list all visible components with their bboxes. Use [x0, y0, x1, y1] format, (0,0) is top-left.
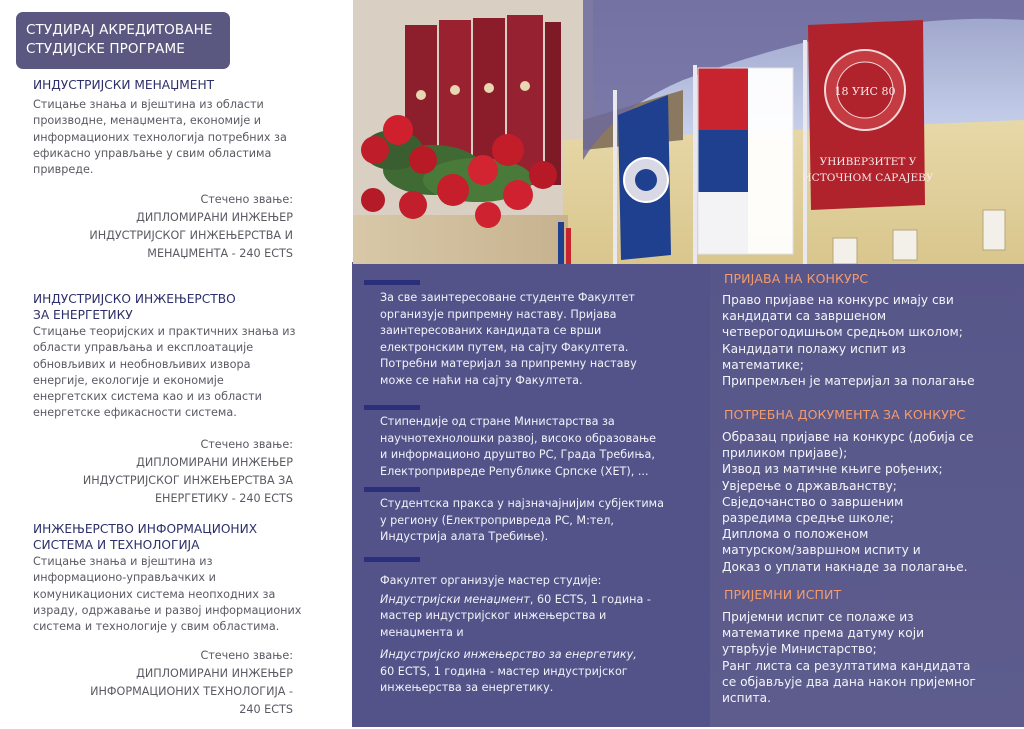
entrance-exam-text	[722, 609, 1012, 706]
desc-line: производне, менаџмента, економије и	[33, 114, 262, 128]
text-line: Кандидати полажу испит из	[722, 341, 906, 356]
italic-program-name: Индустријски менаџмент	[380, 592, 530, 606]
text-line: може се наћи на сајту Факултета.	[380, 373, 583, 387]
text-line: Студентска пракса у најзначајнијим субјектима	[380, 497, 664, 510]
text-line: Диплома о положеном	[722, 527, 869, 542]
desc-line: привреде.	[33, 163, 94, 177]
text-line: 60 ECTS, 1 година - мастер индустријског	[380, 664, 628, 678]
text-line: кандидати са завршеном	[722, 309, 887, 324]
program-title	[33, 77, 293, 93]
text-line: За све заинтересоване студенте Факултет	[380, 291, 635, 304]
desc-line: система и технологије у свим областима.	[33, 620, 280, 634]
desc-line: ефикасно управљање у свим областима	[33, 146, 272, 160]
text-line: утврђује Министарство;	[722, 642, 877, 657]
program-information-systems	[33, 521, 302, 719]
banner-text-line: ИСТОЧНОМ САРАЈЕВУ	[802, 172, 934, 184]
master-studies-text	[380, 573, 670, 697]
desc-line: обновљивих и необновљивих извора	[33, 357, 251, 371]
program-description	[33, 97, 293, 178]
text-line: Увјерење о држављанству;	[722, 478, 897, 493]
program-degree	[33, 191, 293, 263]
desc-line: Стицање знања и вјештина из области	[33, 98, 264, 111]
text-line: Електропривреде Републике Српске (ХЕТ), ...	[380, 464, 649, 478]
section-heading-entrance-exam: ПРИЈЕМНИ ИСПИТ	[724, 587, 842, 602]
campus-photo-illustration	[353, 0, 1024, 264]
text-line: се објављује два дана након пријемног	[722, 674, 976, 689]
text-line: матурском/завршном испиту и	[722, 543, 921, 558]
brochure-title	[16, 12, 230, 69]
degree-line: ИНДУСТРИЈСКОГ ИНЖЕЊЕРСТВА ЗА	[82, 473, 293, 487]
internship-text	[380, 496, 670, 546]
program-description	[33, 554, 302, 635]
degree-line: ИНФОРМАЦИОНИХ ТЕХНОЛОГИЈА -	[90, 685, 293, 699]
program-title-line: ИНДУСТРИЈСКО ИНЖЕЊЕРСТВО	[33, 292, 236, 306]
text-line: Факултет организује мастер студије:	[380, 574, 602, 587]
text-line: приликом пријаве);	[722, 446, 848, 461]
desc-line: израду, одржавање и развој информационих	[33, 603, 302, 617]
scholarships-text	[380, 414, 670, 480]
text-line: Доказ о уплати накнаде за полагање.	[722, 559, 968, 574]
text-line: Образац пријаве на конкурс (добија се	[722, 430, 974, 444]
text-line: заинтересованих кандидата се врши	[380, 324, 602, 337]
desc-line: комуникационих система неопходних за	[33, 587, 276, 601]
degree-line: Стечено звање:	[200, 437, 293, 451]
text-line: Индустрија алата Требиње).	[380, 530, 549, 543]
text-line: Свједочанство о завршеним	[722, 494, 904, 509]
text-line: Припремљен је материјал за полагање	[722, 374, 975, 389]
desc-line: Стицање теоријских и практичних знања из	[33, 325, 296, 338]
text-line: испита.	[722, 691, 771, 706]
program-title	[33, 291, 293, 323]
banner-text-line: УНИВЕРЗИТЕТ У	[819, 156, 917, 168]
text-fragment: , 60 ECTS, 1 година -	[529, 592, 651, 606]
text-line	[380, 647, 670, 664]
text-line: разредима средње школе;	[722, 511, 894, 526]
text-line: Потребни материјал за припремну наставу	[380, 357, 637, 370]
desc-line: енергетских система као и из области	[33, 390, 262, 404]
desc-line: информационих технологија потребних за	[33, 130, 287, 144]
text-line: четверогодишњом средњом школом;	[722, 325, 963, 340]
degree-line: ДИПЛОМИРАНИ ИНЖЕЊЕР	[136, 455, 293, 469]
degree-line: ЕНЕРГЕТИКУ - 240 ECTS	[154, 491, 293, 505]
desc-line: области управљања и експлоатације	[33, 341, 254, 355]
right-panel	[352, 0, 1024, 729]
seal-text: 18 УИС 80	[834, 85, 896, 98]
program-title-line: ЗА ЕНЕРГЕТИКУ	[33, 308, 133, 322]
program-industrial-energy	[33, 291, 296, 508]
text-line: електронским путем, на сајту Факултета.	[380, 340, 629, 354]
desc-line: енергетске ефикасности система.	[33, 406, 237, 420]
desc-line: Стицање знања и вјештина из	[33, 555, 213, 568]
desc-line: енергије, екологије и економије	[33, 373, 224, 387]
section-heading-documents: ПОТРЕБНА ДОКУМЕНТА ЗА КОНКУРС	[724, 407, 966, 422]
campus-photo	[353, 0, 1024, 264]
text-line: научнотехнолошки развој, високо образовање	[380, 431, 657, 445]
text-line: Стипендије од стране Министарства за	[380, 415, 615, 428]
degree-line: ДИПЛОМИРАНИ ИНЖЕЊЕР	[136, 211, 293, 225]
text-line: математике;	[722, 357, 804, 372]
text-line: у региону (Електропривреда РС, М:тел,	[380, 513, 614, 527]
text-line: Право пријаве на конкурс имају сви	[722, 293, 954, 307]
degree-line: Стечено звање:	[200, 193, 293, 207]
accent-bar	[364, 557, 420, 562]
program-industrial-management	[33, 77, 293, 263]
program-degree	[33, 436, 293, 508]
text-line: инжењерства за енергетику.	[380, 681, 554, 694]
text-line: математике према датуму који	[722, 626, 925, 641]
program-description	[33, 324, 296, 422]
text-line: организује припремну наставу. Пријава	[380, 307, 617, 321]
text-line: Ранг листа са резултатима кандидата	[722, 658, 971, 673]
accent-bar	[364, 487, 420, 492]
preparatory-course-text	[380, 290, 670, 389]
italic-program-name: Индустријско инжењерство за енергетику,	[380, 648, 637, 661]
program-title-line: ИНДУСТРИЈСКИ МЕНАЏМЕНТ	[33, 78, 215, 92]
left-panel	[0, 0, 352, 729]
degree-line: 240 ECTS	[239, 703, 293, 717]
brochure-title-line: СТУДИЈСКЕ ПРОГРАМЕ	[26, 41, 185, 57]
text-line: и информационо друштво РС, Града Требиња,	[380, 448, 655, 461]
section-heading-application: ПРИЈАВА НА КОНКУРС	[724, 271, 869, 286]
desc-line: информационо-управљачких и	[33, 571, 216, 585]
application-text	[722, 292, 1012, 389]
degree-line: ДИПЛОМИРАНИ ИНЖЕЊЕР	[136, 667, 293, 681]
text-line: Пријемни испит се полаже из	[722, 610, 914, 624]
text-line	[380, 592, 670, 609]
accent-bar	[364, 405, 420, 410]
documents-text	[722, 429, 1012, 575]
degree-line: Стечено звање:	[200, 649, 293, 663]
program-degree	[33, 647, 293, 719]
accent-bar	[364, 280, 420, 285]
text-line: менаџмента и	[380, 625, 464, 639]
text-line: мастер индустријског инжењерства и	[380, 609, 607, 622]
degree-line: МЕНАЏМЕНТА - 240 ECTS	[147, 247, 293, 261]
text-line: Извод из матичне књиге рођених;	[722, 462, 943, 477]
brochure-title-line: СТУДИРАЈ АКРЕДИТОВАНЕ	[26, 22, 213, 38]
program-title	[33, 521, 293, 553]
degree-line: ИНДУСТРИЈСКОГ ИНЖЕЊЕРСТВА И	[89, 229, 293, 243]
program-title-line: СИСТЕМА И ТЕХНОЛОГИЈА	[33, 538, 200, 552]
program-title-line: ИНЖЕЊЕРСТВО ИНФОРМАЦИОНИХ	[33, 522, 258, 536]
